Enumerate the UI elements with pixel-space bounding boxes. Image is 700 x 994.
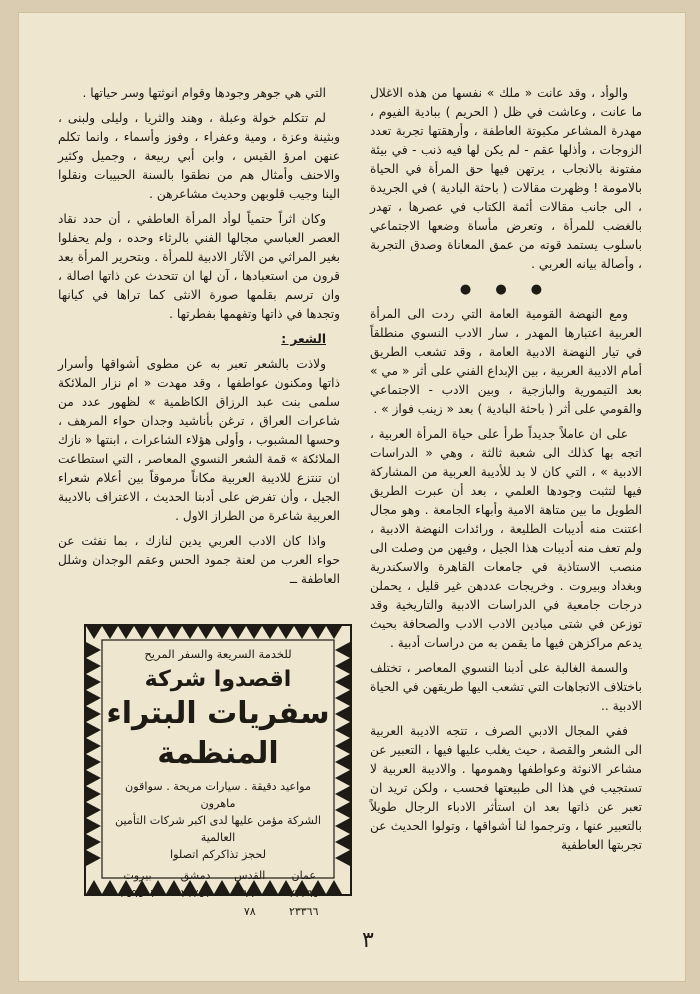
border-triangle [214, 626, 230, 639]
border-triangle [86, 626, 102, 639]
border-triangle [335, 722, 350, 738]
border-triangle [166, 626, 182, 639]
border-triangle [86, 690, 101, 706]
ad-phones-row [106, 885, 330, 903]
city-name: بيروت [123, 869, 152, 882]
border-triangle [335, 674, 350, 690]
ad-cities-row [106, 867, 330, 885]
city-name: القدس [234, 869, 266, 882]
border-triangle [230, 626, 246, 639]
paragraph: لم تتكلم خولة وعبلة ، وهند والثريا ، وليلى ولبنى ، وبثينة وعزة ، ومية وعفراء ، وفوز وأسماء ، وانما تكلم عنهن امرؤ القيس ، وابن أبي ربيعة ، وجميل وكثير والاحنف وأمثال هم من نطقوا بالسنة الحبيبات ونقلوا الينا وجيب قلوبهن وحديث مشاعرهن . [58, 111, 340, 201]
border-triangle [310, 626, 326, 639]
city-name: عمان [291, 869, 316, 882]
border-triangle [198, 626, 214, 639]
left-column [58, 84, 340, 595]
phone-number: ٢٣٣٦٦ [288, 905, 319, 918]
section-heading: الشعر : [281, 332, 326, 346]
paragraph: والسمة الغالبة على أدبنا النسوي المعاصر ، تختلف باختلاف الاتجاهات التي تشعب اليها طريقهن في الحياة الادبية .. [370, 661, 642, 713]
paragraph: واذا كان الادب العربي يدين لنازك ، بما نفثت عن حواء العرب من لعنة جمود الحس وعقم الوجدان وشلل العاطفة ــ [58, 534, 340, 586]
city-name: دمشق [180, 869, 211, 882]
border-triangle [278, 626, 294, 639]
border-triangle [86, 850, 101, 866]
border-triangle [150, 626, 166, 639]
phone-number: ٢١٢٤١ [180, 887, 211, 900]
ad-company-name: سفريات البتراء المنظمة [106, 696, 330, 771]
phone-number [106, 903, 169, 921]
border-triangle [86, 818, 101, 834]
paragraph: ففي المجال الادبي الصرف ، تتجه الاديبة العربية الى الشعر والقصة ، حيث يغلب عليها فيها ، التعبير عن مشاعر الانوثة وعواطفها وهمومها . والاديبة العربية لا تستجيب في هذا الى طبيعتها فحسب ، ولكن تريد ان تعبر عن ذاتها بعد ان استأثر الادباء الرجال طويلاً بالتعبير عنها ، وترجموا لنا أشواقها ، وتولوا الحديث عن تجربتها العاطفية [370, 724, 642, 852]
border-triangle [86, 802, 101, 818]
border-triangle [335, 642, 350, 658]
border-triangle [86, 770, 101, 786]
paragraph: التي هي جوهر وجودها وقوام انوثتها وسر حياتها . [82, 86, 326, 100]
phone-number: ٢٤٩٤٠١ [119, 887, 156, 900]
paragraph: وكان اثراً حتمياً لوأد المرأة العاطفي ، أن حدد نقاد العصر العباسي مجالها الفني بالرثاء وحده ، ولم يحفلوا بغير المراثي من الآثار الادبية للمرأة . وبتحرير المرأة بعد قرون من استعبادها ، آن لها ان تتحدث عن ذاتها اصالة ، وان ترسم بقلمها صورة الانثى كما تراها في كيانها وتجدها في ذاتها وتفهمها بفطرتها . [58, 212, 340, 321]
border-triangle [335, 770, 350, 786]
paragraph: على ان عاملاً جديداً طرأ على حياة المرأة العربية ، اتجه بها كذلك الى شعبة ثالثة ، وهي « الدراسات الادبية » ، التي كان لا بد للأديبة العربية من المشاركة فيها لتثبت وجودها العلمي ، بعد أن عبرت الطريق الطويل ما بين متاهة الامية وأبهاء الجامعة . وهو مجال اعتنت منه أديبات الطليعة ، ورائدات النهضة الادبية ، ولم تعف منه أديبات هذا الجيل ، وفيهن من وصلت الى منصب الاستاذية في جامعات القاهرة والاسكندرية وبغداد وبيروت . وخريجات عددهن غير قليل ، يحملن درجات جامعية في الدراسات الادبية والتاريخية وقد توزعن في شتى ميادين الادب الادب والصحافة بحيث يدعم مراكزهن فيها ما يقمن به من دراسات أدبية . [370, 427, 642, 650]
border-triangle [335, 786, 350, 802]
border-triangle [335, 658, 350, 674]
border-triangle [335, 690, 350, 706]
ad-features-line: مواعيد دقيقة . سيارات مريحة . سواقون ماهرون [125, 780, 311, 810]
ad-content [106, 644, 330, 918]
phone-number: ٧٧ [243, 887, 256, 900]
travel-company-advertisement [84, 624, 352, 918]
border-triangle [335, 706, 350, 722]
right-column [370, 84, 642, 861]
border-triangle [326, 626, 342, 639]
border-triangle [86, 706, 101, 722]
border-triangle [335, 818, 350, 834]
border-triangle [86, 722, 101, 738]
border-triangle [335, 738, 350, 754]
border-triangle [86, 786, 101, 802]
border-triangle [294, 626, 310, 639]
border-triangle [335, 754, 350, 770]
phone-number: ٧٨ [243, 905, 256, 918]
paragraph: ولاذت بالشعر تعبر به عن مطوى أشواقها وأسرار ذاتها ومكنون عواطفها ، وقد مهدت « ام نزار الملائكة سلمى بنت عبد الرزاق الكاظمية » لظهور عدد من شاعرات العراق ، ترغن بأناشيد وجدان حواء المرهف ، وحسها المشبوب ، وأولى هؤلاء الشاعرات ، ابنتها « نازك الملائكة » قمة الشعر النسوي المعاصر ، التي استطاعت ان تنتزع للاديبة العربية مكاناً مرموقاً بين أعلام شعراء الجيل ، وأن تفرض على أدبنا الحديث ، الاعتراف بالاديبة العربية شاعرة من الطراز الاول . [58, 357, 340, 523]
border-triangle [86, 754, 101, 770]
phone-number: ٢٣٣٦٥ [288, 887, 319, 900]
border-triangle [118, 626, 134, 639]
magazine-page [18, 12, 686, 982]
ad-booking-line: لحجز تذاكركم اتصلوا [169, 848, 267, 861]
ad-tagline: للخدمة السريعة والسفر المريح [144, 647, 292, 661]
ad-phone-table [106, 867, 330, 921]
border-triangle [335, 850, 350, 866]
phone-number [169, 903, 222, 921]
border-triangle [335, 802, 350, 818]
border-triangle [182, 626, 198, 639]
paragraph: ومع النهضة القومية العامة التي ردت الى المرأة العربية اعتبارها المهدر ، سار الادب النسوي منطلقاً في تيار النهضة الادبية العامة ، وقد تشعب الطريق أمام الاديبة العربية ، بين الإبداع الفني على أثر « مي » بعد التيمورية والبازجية ، وبين الادب - الاجتماعي والقومي على أثر ( باحثة البادية ) بعد « زينب فواز » . [370, 307, 642, 416]
border-triangle [86, 738, 101, 754]
border-triangle [86, 674, 101, 690]
border-triangle [134, 626, 150, 639]
border-triangle [86, 642, 101, 658]
page-number: ٣ [362, 928, 374, 953]
border-triangle [102, 626, 118, 639]
ad-call-to-action: اقصدوا شركة [144, 667, 292, 692]
ad-phones-row [106, 903, 330, 921]
ad-insurance-line: الشركة مؤمن عليها لدى اكبر شركات التأمين العالمية [115, 814, 321, 844]
border-triangle [335, 834, 350, 850]
border-triangle [262, 626, 278, 639]
border-triangle [86, 834, 101, 850]
border-triangle [246, 626, 262, 639]
border-triangle [86, 658, 101, 674]
paragraph: والوأد ، وقد عانت « ملك » نفسها من هذه الاغلال ما عانت ، وعاشت في ظل ( الحريم ) ببادية الفيوم ، مهدرة المشاعر مكبوتة العاطفة ، وأرهقتها تجربة تعدد الزوجات ، وأذلها عقم - لم يكن لها فيه ذنب - في بيئة مفتونة بالانجاب ، يرتهن فيها حق المرأة في الحياة بالامومة ! وظهرت مقالات ( باحثة البادية ) في الجريدة ، الى جانب مقالات أئمة الكتاب في عصرها ، تهدر بالغضب للمرأة ، وتعرض مأساة وضعها الاجتماعي باسلوب يستمد قوته من عمق المعاناة وصدق التجربة ، وأصالة بيانه العربي . [370, 86, 642, 271]
border-triangle [86, 880, 102, 894]
section-divider-stars: ● ● ● [459, 282, 553, 297]
